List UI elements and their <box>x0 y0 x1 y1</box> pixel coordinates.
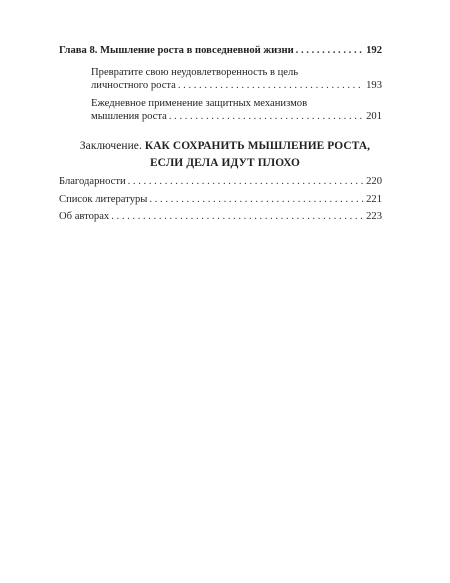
conclusion-prefix: Заключение. <box>79 140 142 152</box>
conclusion-title-part1: КАК СОХРАНИТЬ МЫШЛЕНИЕ РОСТА, <box>144 140 371 152</box>
back-matter-page-number: 221 <box>366 194 382 205</box>
subsection-1-line2: личностного роста <box>91 80 176 91</box>
back-matter-page-number: 223 <box>366 211 382 222</box>
chapter-page-number: 192 <box>366 45 382 56</box>
chapter-8-entry <box>59 44 382 57</box>
back-matter-entry-bibliography <box>59 193 382 206</box>
subsection-1-page-number: 193 <box>366 80 382 91</box>
chapter-title: Глава 8. Мышление роста в повседневной жизни <box>59 45 294 56</box>
dot-leader <box>169 110 364 123</box>
back-matter-label: Благодарности <box>59 176 126 187</box>
subsection-2-line2: мышления роста <box>91 111 167 122</box>
dot-leader <box>149 193 364 206</box>
subsection-1-line1: Превратите свою неудовлетворенность в цель <box>91 67 299 78</box>
back-matter-label: Об авторах <box>59 211 110 222</box>
subsection-1-entry <box>91 79 382 92</box>
dot-leader <box>111 210 364 223</box>
conclusion-title-part2: ЕСЛИ ДЕЛА ИДУТ ПЛОХО <box>149 157 301 169</box>
back-matter-entry-acknowledgements <box>59 175 382 188</box>
subsection-2-page-number: 201 <box>366 111 382 122</box>
subsection-2-entry <box>91 110 382 123</box>
dot-leader <box>296 44 364 57</box>
dot-leader <box>178 79 364 92</box>
back-matter-page-number: 220 <box>366 176 382 187</box>
back-matter-entry-authors <box>59 210 382 223</box>
conclusion-heading-line1 <box>0 138 450 154</box>
dot-leader <box>128 175 364 188</box>
back-matter-label: Список литературы <box>59 194 148 205</box>
conclusion-heading-line2 <box>0 155 450 171</box>
subsection-2-line1: Ежедневное применение защитных механизмов <box>91 98 308 109</box>
